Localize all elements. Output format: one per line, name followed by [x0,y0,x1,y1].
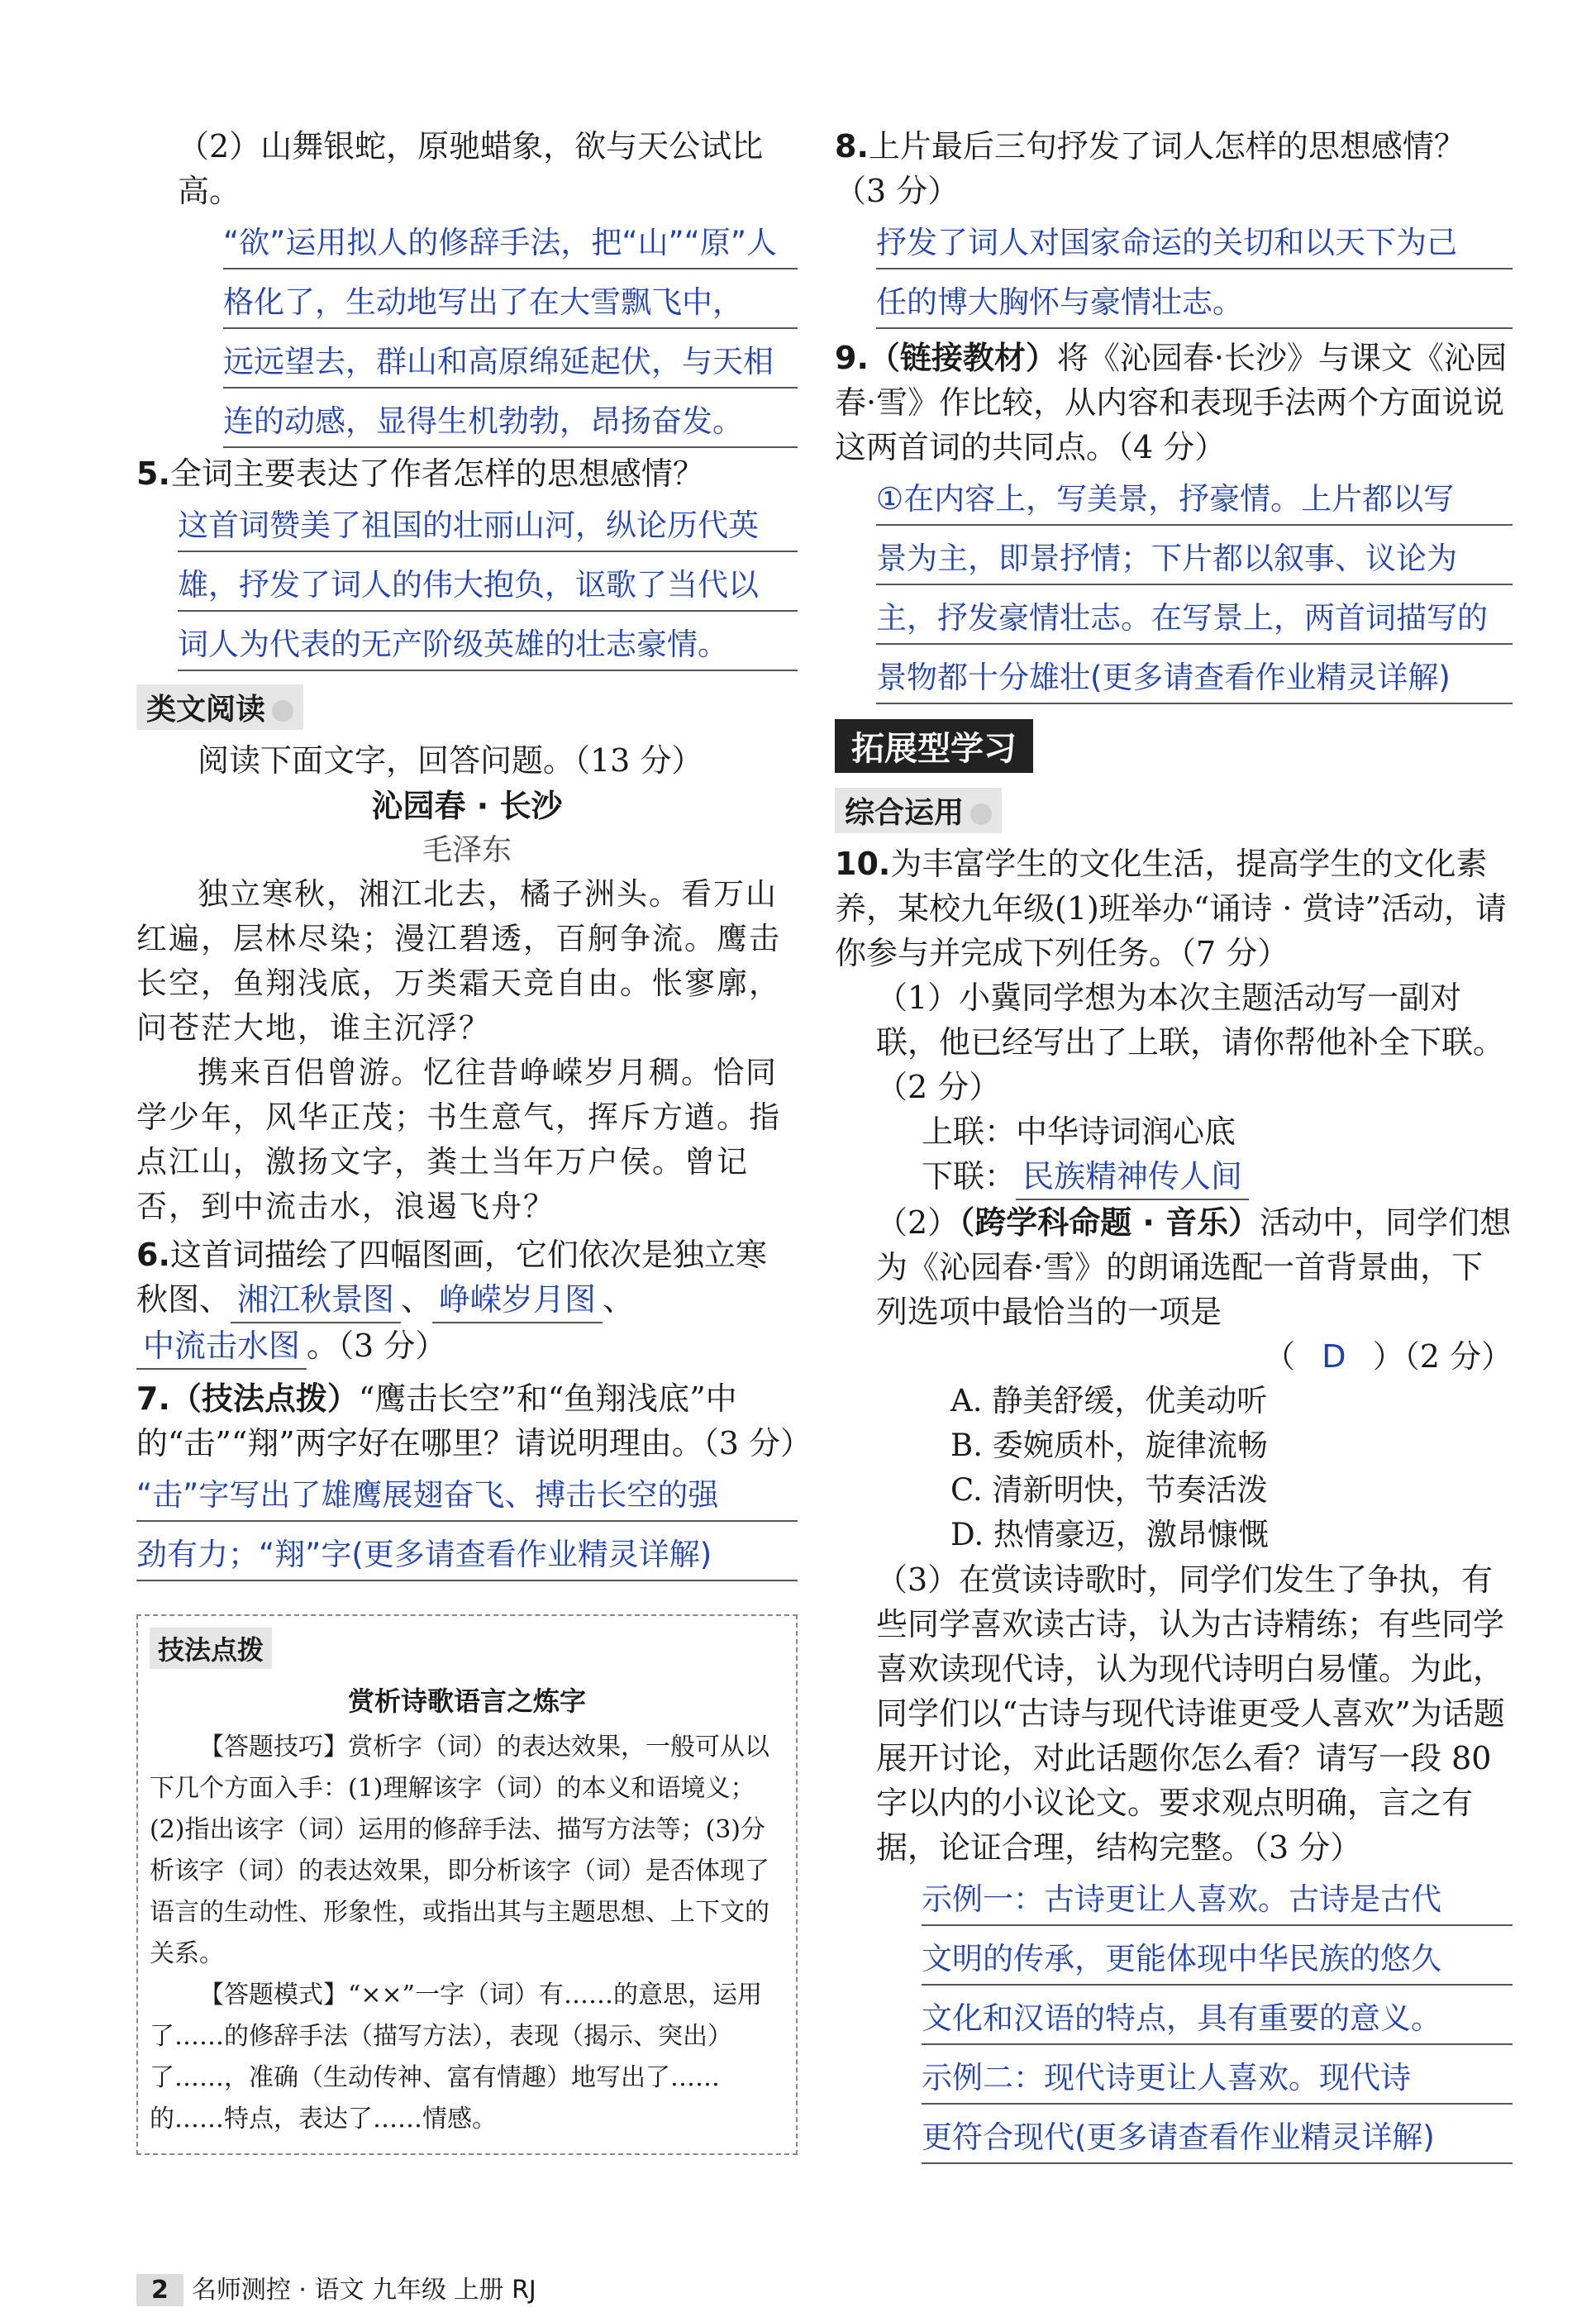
option-a: A. 静美舒缓，优美动听 [950,1383,1268,1418]
tip-head: 技法点拨 [150,1628,272,1669]
footer-text: 名师测控 · 语文 九年级 上册 RJ [191,2276,536,2305]
q10-3-stem: （3）在赏读诗歌时，同学们发生了争执，有些同学喜欢读古诗，认为古诗精练；有些同学喜欢读现代诗，认为现代诗明白易懂。为此，同学们以“古诗与现代诗谁更受人喜欢”为话题展开讨论，对此话题你怎么看？请写一段 80 字以内的小议论文。要求观点明确，言之有据，论证合理，结构完整。（3 分） [876,1561,1505,1866]
answer-line: “击”字写出了雄鹰展翅奋飞、搏击长空的强 [136,1466,798,1522]
answer-line: “欲”运用拟人的修辞手法，把“山”“原”人 [223,213,798,269]
answer-line: 连的动感，显得生机勃勃，昂扬奋发。 [223,392,798,448]
q6-stem: 6.这首词描绘了四幅图画，它们依次是独立寒秋图、 湘江秋景图 、 峥嵘岁月图 、中流击水图 。（3 分） [136,1232,798,1370]
chevron-down-icon [272,700,293,722]
q8-answer [835,213,1513,329]
answer-line: 主，抒发豪情壮志。在写景上，两首词描写的 [876,589,1513,645]
section-banner: 拓展型学习 [835,719,1033,773]
answer-line: 景物都十分雄壮(更多请查看作业精灵详解) [876,648,1513,704]
poem-author: 毛泽东 [422,833,512,867]
q10-1-upper: 上联：中华诗词润心底 [922,1113,1236,1150]
poem-title: 沁园春 · 长沙 [371,788,563,824]
answer-line: 词人为代表的无产阶级英雄的壮志豪情。 [178,615,798,671]
chevron-down-icon [970,803,992,825]
answer-line: 景为主，即景抒情；下片都以叙事、议论为 [876,529,1513,585]
answer-line: 抒发了词人对国家命运的关切和以天下为己 [876,213,1513,269]
tip-box [136,1614,798,2155]
answer-line: 示例一：古诗更让人喜欢。古诗是古代 [922,1870,1513,1926]
answer-line: 格化了，生动地写出了在大雪飘飞中， [223,273,798,329]
q6-blank-2: 峥嵘岁月图 [432,1277,603,1323]
poem-paragraph-1: 独立寒秋，湘江北去，橘子洲头。看万山红遍，层林尽染；漫江碧透，百舸争流。鹰击长空，鱼翔浅底，万类霜天竞自由。怅寥廓，问苍茫大地，谁主沉浮？ [136,876,781,1046]
right-column [835,124,1513,2167]
option-c: C. 清新明快，节奏活泼 [950,1472,1268,1508]
answer-line: ①在内容上，写美景，抒豪情。上片都以写 [876,470,1513,526]
tip-title: 赏析诗歌语言之炼字 [347,1685,586,1717]
q8-stem: 8.上片最后三句抒发了词人怎样的思想感情？（3 分） [835,128,1465,209]
q10-1-stem: （1）小冀同学想为本次主题活动写一副对联，他已经写出了上联，请你帮他补全下联。（2 分） [876,980,1505,1105]
answer-line: 更符合现代(更多请查看作业精灵详解) [922,2108,1513,2164]
q7-answer [136,1466,798,1581]
answer-line: 劲有力；“翔”字(更多请查看作业精灵详解) [136,1525,798,1581]
q5-answer [136,496,798,671]
page-number: 2 [136,2274,183,2306]
q4-2-stem: （2）山舞银蛇，原驰蜡象，欲与天公试比高。 [178,128,764,209]
q10-stem: 10.为丰富学生的文化生活，提高学生的文化素养，某校九年级(1)班举办“诵诗 · 赏诗”活动，请你参与并完成下列任务。（7 分） [835,846,1507,971]
reading-intro: 阅读下面文字，回答问题。（13 分） [198,742,703,779]
tip-paragraph-2: 【答题模式】“××”一字（词）有……的意思，运用了……的修辞手法（描写方法），表现（揭示、突出）了……，准确（生动传神、富有情趣）地写出了……的……特点，表达了……情感。 [150,1981,762,2133]
page-footer [136,2269,536,2306]
q9-stem: 9.（链接教材）将《沁园春·长沙》与课文《沁园春·雪》作比较，从内容和表现手法两个方面说说这两首词的共同点。（4 分） [835,340,1507,465]
option-d: D. 热情豪迈，激昂慷慨 [950,1517,1269,1552]
q10-2-stem: （2）（跨学科命题 · 音乐）活动中，同学们想为《沁园春·雪》的朗诵选配一首背景曲，下列选项中最恰当的一项是 [876,1204,1512,1330]
q6-blank-3: 中流击水图 [136,1323,307,1370]
q6-blank-1: 湘江秋景图 [231,1277,401,1323]
answer-line: 任的博大胸怀与豪情壮志。 [876,273,1513,329]
answer-line: 远远望去，群山和高原绵延起伏，与天相 [223,332,798,389]
option-b: B. 委婉质朴，旋律流畅 [950,1428,1268,1463]
q9-answer [835,470,1513,704]
q7-stem: 7.（技法点拨）“鹰击长空”和“鱼翔浅底”中的“击”“翔”两字好在哪里？请说明理由。（3 分） [136,1380,812,1461]
answer-line: 文明的传承，更能体现中华民族的悠久 [922,1929,1513,1986]
section-tag-application: 综合运用 [835,788,1002,833]
answer-line: 示例二：现代诗更让人喜欢。现代诗 [922,2048,1513,2105]
answer-line: 文化和汉语的特点，具有重要的意义。 [922,1989,1513,2045]
left-column [136,124,812,2155]
q4-2-answer [136,213,798,448]
q10-2-answer: （ D ）（2 分） [1264,1338,1513,1375]
answer-line: 这首词赞美了祖国的壮丽山河，纵论历代英 [178,496,798,552]
q5-stem: 5.全词主要表达了作者怎样的思想感情？ [136,455,704,492]
answer-line: 雄，抒发了词人的伟大抱负，讴歌了当代以 [178,555,798,612]
q10-3-answer [835,1870,1513,2164]
poem-paragraph-2: 携来百侣曾游。忆往昔峥嵘岁月稠。恰同学少年，风华正茂；书生意气，挥斥方遒。指点江山，激扬文字，粪土当年万户侯。曾记否，到中流击水，浪遏飞舟？ [136,1055,781,1224]
q10-1-lower: 下联： 民族精神传人间 [835,1154,1513,1200]
tip-paragraph-1: 【答题技巧】赏析字（词）的表达效果，一般可从以下几个方面入手：(1)理解该字（词）的本义和语境义；(2)指出该字（词）运用的修辞手法、描写方法等；(3)分析该字（词）的表达效果，即分析该字（词）是否体现了语言的生动性、形象性，或指出其与主题思想、上下文的关系。 [150,1733,769,1968]
section-tag-reading: 类文阅读 [136,684,303,730]
